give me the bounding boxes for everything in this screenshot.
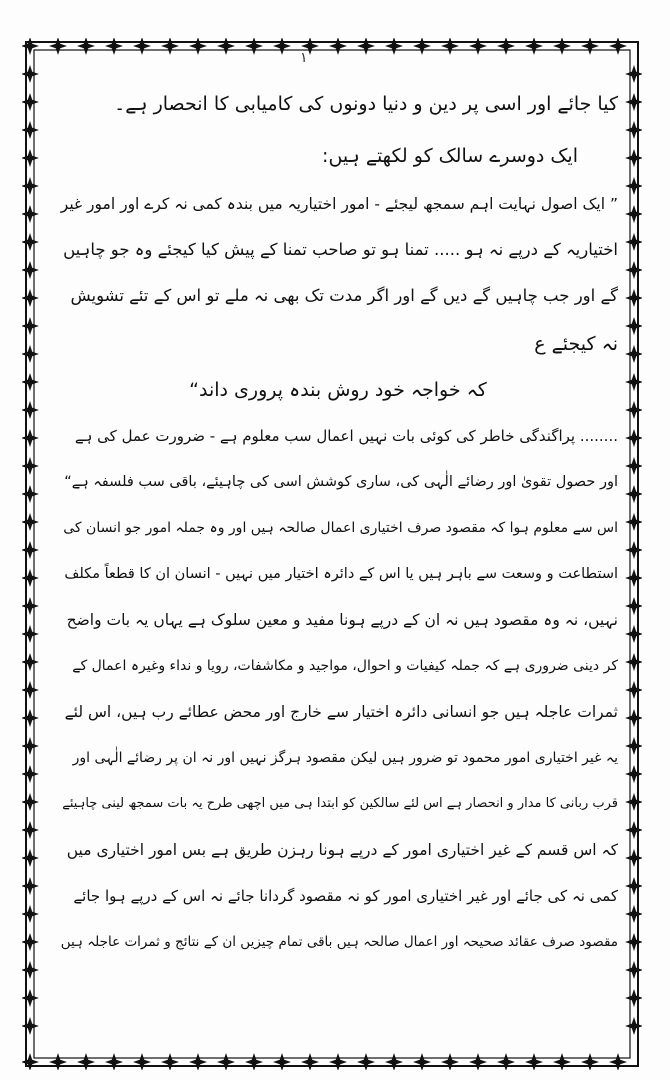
- text-line: اختیاریہ کے درپے نہ ہو ..... تمنا ہو تو صاحب تمنا کے پیش کیا کیجئے وہ جو چاہیں: [63, 240, 618, 259]
- text-line: کیا جائے اور اسی پر دین و دنیا دونوں کی کامیابی کا انحصار ہے۔: [114, 93, 618, 115]
- verse-line: کہ خواجہ خود روش بندہ پروری داند“: [189, 379, 487, 401]
- text-line: اس سے معلوم ہوا کہ مقصود صرف اختیاری اعمال صالحہ ہیں اور وہ جملہ امور جو انسان کی: [63, 520, 618, 536]
- text-line: ” ایک اصول نہایت اہم سمجھ لیجئے - امور اختیاریہ میں بندہ کمی نہ کرے اور امور غیر: [60, 195, 618, 213]
- text-line: استطاعت و وسعت سے باہر ہیں یا اس کے دائرہ اختیار میں نہیں - انسان ان کا قطعاً مکلف: [64, 566, 618, 582]
- text-line: یہ غیر اختیاری امور محمود تو ضرور ہیں لیکن مقصود ہرگز نہیں اور نہ ان پر رضائے الٰہی اور: [72, 750, 618, 766]
- text-line: کمی نہ کی جائے اور غیر اختیاری امور کو نہ مقصود گردانا جائے نہ اس کے درپے ہوا جائے: [73, 887, 618, 905]
- page-folio: ۱: [300, 50, 308, 66]
- text-line: نہ کیجئے ع: [534, 333, 618, 355]
- text-line: مقصود صرف عقائد صحیحہ اور اعمال صالحہ ہیں باقی تمام چیزیں ان کے نتائج و ثمرات عاجلہ ہیں: [60, 934, 618, 950]
- text-line: اور حصول تقویٰ اور رضائے الٰہی کی، ساری کوشش اسی کی چاہیئے، باقی سب فلسفہ ہے“: [64, 474, 618, 490]
- text-line: ثمرات عاجلہ ہیں جو انسانی دائرہ اختیار سے خارج اور محض عطائے رب ہیں، اس لئے: [64, 703, 618, 721]
- text-line: ........ پراگندگی خاطر کی کوئی بات نہیں اعمال سب معلوم ہے - ضرورت عمل کی ہے: [74, 427, 618, 445]
- text-line: قرب ربانی کا مدار و انحصار ہے اس لئے سالکین کو ابتدا ہی میں اچھی طرح یہ بات سمجھ لینی چاہیئے: [62, 796, 618, 811]
- text-line: کہ اس قسم کے غیر اختیاری امور کے درپے ہونا رہزن طریق ہے بس امور اختیاری میں: [66, 841, 618, 859]
- text-line: نہیں، نہ وہ مقصود ہیں نہ ان کے درپے ہونا مفید و معین سلوک ہے یہاں یہ بات واضح: [66, 611, 618, 629]
- text-line: گے اور جب چاہیں گے دیں گے اور اگر مدت تک بھی نہ ملے تو اس کے تئے تشویش: [70, 286, 618, 305]
- text-line: کر دینی ضروری ہے کہ جملہ کیفیات و احوال، مواجید و مکاشفات، رویا و نداء وغیرہ اعمال کے: [72, 658, 618, 674]
- text-line: ایک دوسرے سالک کو لکھتے ہیں:: [322, 145, 578, 167]
